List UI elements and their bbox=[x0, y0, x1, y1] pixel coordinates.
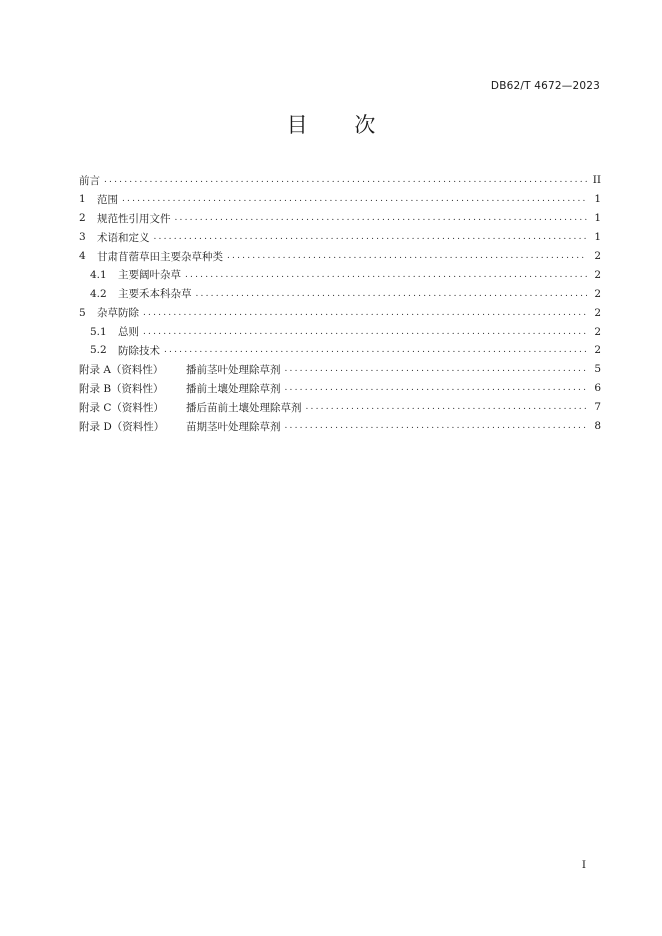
toc-page-number: 2 bbox=[594, 268, 601, 281]
toc-section-number: 1 bbox=[79, 193, 86, 206]
toc-page-number: 8 bbox=[594, 420, 601, 433]
dot-leader bbox=[122, 194, 587, 204]
dot-leader bbox=[185, 270, 587, 280]
toc-section-number: 5.2 bbox=[90, 344, 107, 357]
toc-section-number: 4.2 bbox=[90, 287, 107, 300]
toc-appendix-label: 附录 B（资料性） bbox=[79, 382, 164, 395]
dot-leader bbox=[104, 175, 587, 185]
dot-leader bbox=[196, 289, 588, 299]
toc-entry-text: 前言 bbox=[79, 174, 100, 187]
standard-code: DB62/T 4672—2023 bbox=[490, 80, 600, 92]
toc-entry-1[interactable] bbox=[79, 190, 601, 209]
toc-entry-text: 主要阔叶杂草 bbox=[118, 269, 181, 282]
dot-leader bbox=[227, 251, 587, 261]
toc-entry-appendix-a[interactable] bbox=[79, 360, 601, 379]
dot-leader bbox=[285, 421, 588, 431]
toc-appendix-label: 附录 D（资料性） bbox=[79, 420, 165, 433]
toc-entry-text: 杂草防除 bbox=[97, 307, 139, 320]
toc-entry-text: 总则 bbox=[118, 326, 139, 339]
toc-section-number: 5 bbox=[79, 306, 86, 319]
dot-leader bbox=[285, 383, 588, 393]
toc-page-number: II bbox=[592, 174, 601, 187]
toc-entry-appendix-c[interactable] bbox=[79, 398, 601, 417]
toc-entry-4-2[interactable] bbox=[79, 284, 601, 303]
toc-page-number: 1 bbox=[594, 193, 601, 206]
toc-section-number: 5.1 bbox=[90, 325, 107, 338]
toc-entry-text: 播前茎叶处理除草剂 bbox=[186, 363, 281, 376]
toc-page-number: 2 bbox=[594, 250, 601, 262]
toc-section-number: 4.1 bbox=[90, 268, 107, 281]
toc-page-number: 7 bbox=[594, 401, 601, 414]
toc-page-number: 2 bbox=[594, 344, 601, 357]
toc-page-number: 2 bbox=[594, 306, 601, 319]
dot-leader bbox=[306, 402, 588, 412]
dot-leader bbox=[285, 364, 588, 374]
toc-page-number: 2 bbox=[594, 325, 601, 338]
toc-appendix-label: 附录 A（资料性） bbox=[79, 363, 164, 376]
table-of-contents bbox=[79, 171, 601, 435]
toc-entry-text: 术语和定义 bbox=[97, 231, 150, 244]
toc-page-number: 1 bbox=[594, 212, 601, 225]
toc-page-number: 2 bbox=[594, 287, 601, 300]
toc-entry-4[interactable] bbox=[79, 247, 601, 266]
page-title: 目 次 bbox=[286, 113, 396, 137]
toc-entry-text: 播后苗前土壤处理除草剂 bbox=[186, 401, 302, 414]
toc-entry-text: 防除技术 bbox=[118, 344, 160, 357]
toc-entry-5-2[interactable] bbox=[79, 341, 601, 360]
toc-entry-text: 播前土壤处理除草剂 bbox=[186, 382, 281, 395]
toc-entry-text: 范围 bbox=[97, 193, 118, 206]
toc-entry-text: 苗期茎叶处理除草剂 bbox=[186, 420, 281, 433]
toc-entry-text: 规范性引用文件 bbox=[97, 212, 171, 225]
toc-page-number: 6 bbox=[594, 382, 601, 395]
toc-page-number: 1 bbox=[594, 231, 601, 244]
toc-entry-text: 主要禾本科杂草 bbox=[118, 288, 192, 301]
toc-section-number: 3 bbox=[79, 231, 86, 244]
toc-entry-text: 甘肃苜蓿草田主要杂草种类 bbox=[97, 250, 223, 263]
toc-section-number: 4 bbox=[79, 250, 86, 262]
dot-leader bbox=[164, 345, 587, 355]
toc-entry-appendix-d[interactable] bbox=[79, 417, 601, 436]
dot-leader bbox=[175, 213, 588, 223]
toc-entry-4-1[interactable] bbox=[79, 265, 601, 284]
toc-entry-3[interactable] bbox=[79, 228, 601, 247]
toc-section-number: 2 bbox=[79, 212, 86, 225]
dot-leader bbox=[154, 232, 588, 242]
toc-entry-appendix-b[interactable] bbox=[79, 379, 601, 398]
page-number: I bbox=[581, 859, 586, 871]
dot-leader bbox=[143, 327, 587, 337]
toc-appendix-label: 附录 C（资料性） bbox=[79, 401, 164, 414]
dot-leader bbox=[143, 308, 587, 318]
toc-entry-2[interactable] bbox=[79, 209, 601, 228]
toc-entry-5-1[interactable] bbox=[79, 322, 601, 341]
toc-page-number: 5 bbox=[594, 363, 601, 376]
toc-entry-5[interactable] bbox=[79, 303, 601, 322]
toc-entry-foreword[interactable] bbox=[79, 171, 601, 190]
